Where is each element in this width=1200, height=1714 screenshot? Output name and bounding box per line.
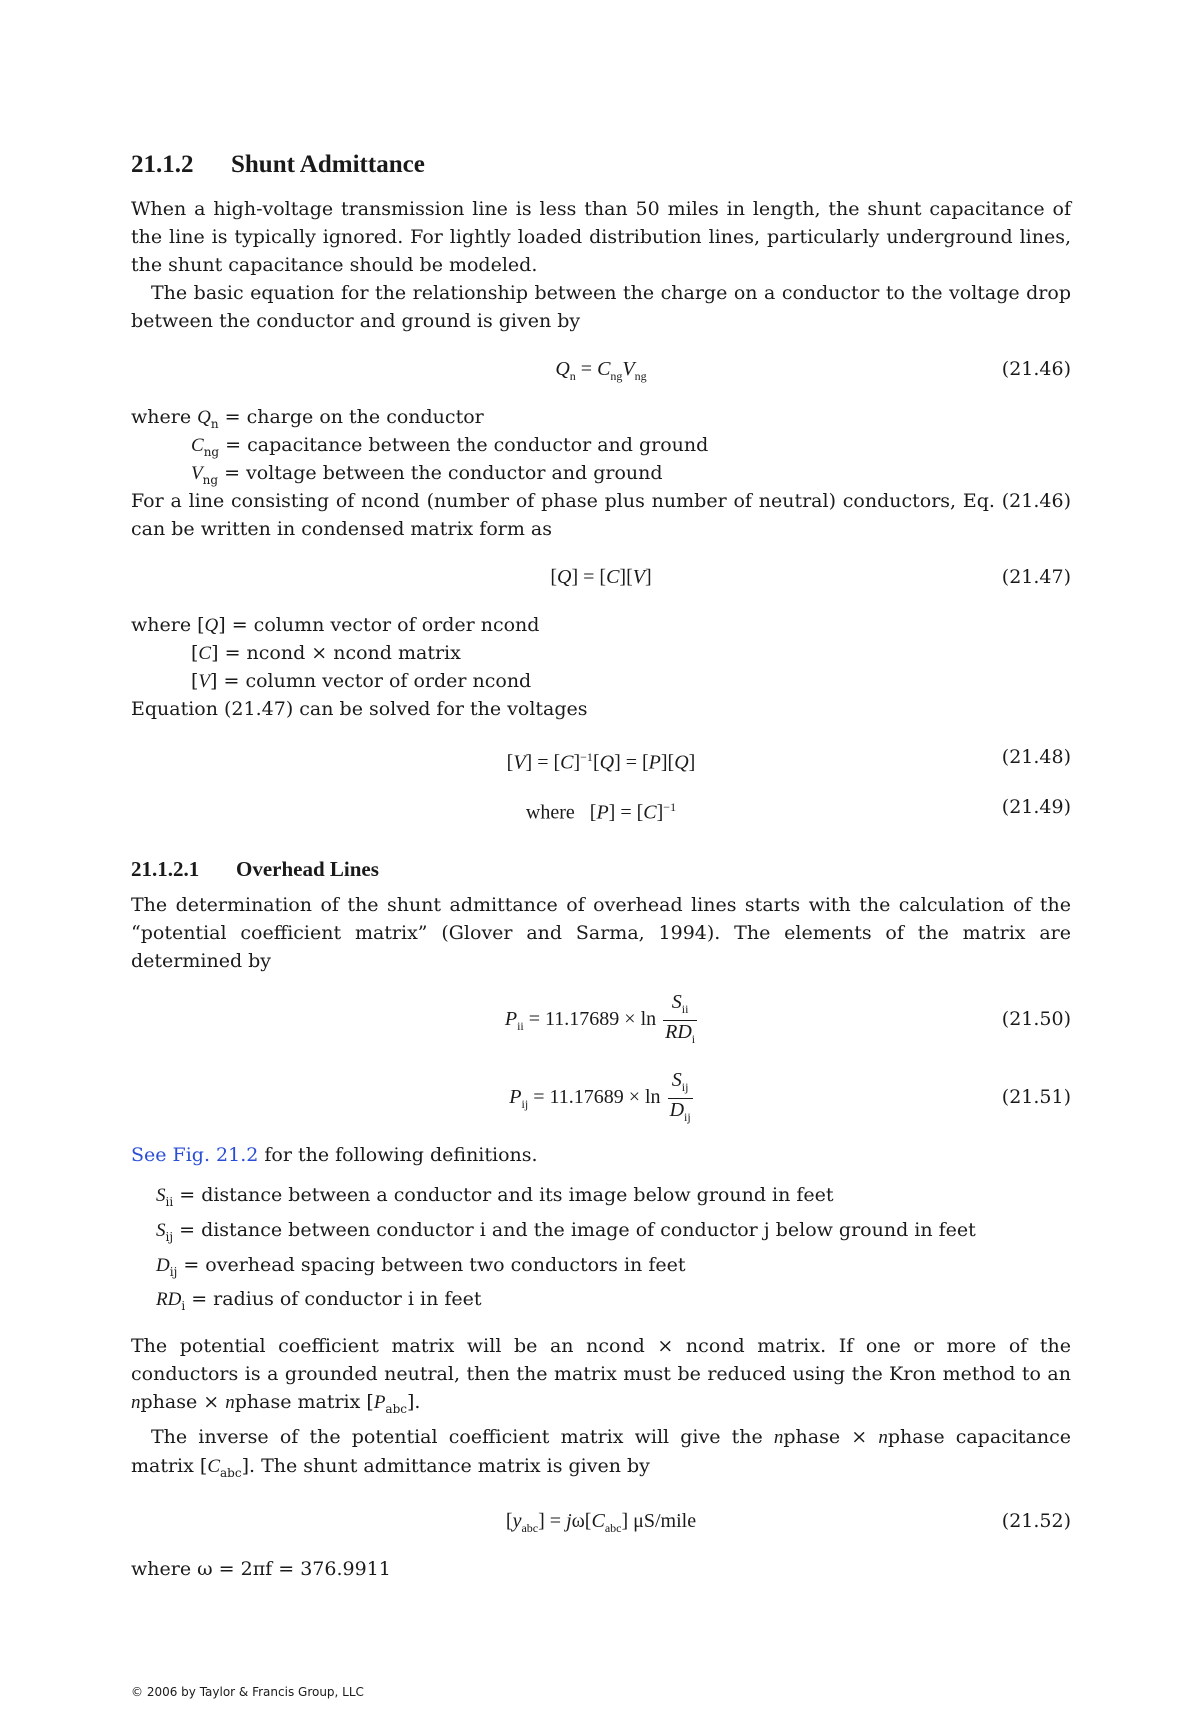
equation-number: (21.47)	[1001, 566, 1071, 588]
section-heading	[131, 150, 1071, 180]
copyright-footer: © 2006 by Taylor & Francis Group, LLC	[131, 1685, 364, 1699]
equation-number: (21.52)	[1001, 1509, 1071, 1532]
subsection-number: 21.1.2.1	[131, 857, 200, 881]
equation-21-50: $P_{ii} = 11.17689 \times \ln$ $\frac{S_{ii}}{RD_i}$ (21.50)	[131, 985, 1071, 1053]
section-title: Shunt Admittance	[231, 151, 425, 178]
subsection-title: Overhead Lines	[236, 857, 379, 881]
section-number: 21.1.2	[131, 151, 194, 178]
paragraph-ncond: For a line consisting of ncond (number of phase plus number of neutral) conductors, Eq. (21.46) can be written in condensed matrix form as	[131, 490, 1071, 540]
definition-sii: $S_{ii}$ = distance between a conductor and its image below ground in feet	[156, 1184, 834, 1209]
equation-21-49: where $[P] = [C]^{-1}$ (21.49)	[131, 783, 1071, 831]
figure-link[interactable]: See Fig. 21.2	[131, 1144, 259, 1166]
paragraph-overhead: The determination of the shunt admittance of overhead lines starts with the calculation of the “potential coefficient matrix” (Glover and Sarma, 1994). The elements of the matrix are determined by	[131, 894, 1071, 972]
equation-21-51: $P_{ij} = 11.17689 \times \ln$ $\frac{S_{ij}}{D_{ij}}$ (21.51)	[131, 1063, 1071, 1131]
definition-sij: $S_{ij}$ = distance between conductor i and the image of conductor j below ground in feet	[156, 1218, 976, 1244]
paragraph-intro: When a high-voltage transmission line is less than 50 miles in length, the shunt capacitance of the line is typically ignored. For lightly loaded distribution lines, particularly underground lines, the shunt capacitance should be modeled.	[131, 198, 1071, 276]
equation-21-47: [Q] = [C][V] (21.47)	[131, 553, 1071, 601]
paragraph-inverse: The inverse of the potential coefficient matrix will give the nphase × nphase capacitance matrix $[C_{abc}]$. The shunt admittance matrix is given by	[131, 1425, 1071, 1480]
page-content	[131, 150, 1071, 1583]
paragraph-solve: Equation (21.47) can be solved for the voltages	[131, 698, 588, 720]
see-figure-line: See Fig. 21.2 for the following definitions.	[131, 1144, 538, 1166]
equation-number: (21.49)	[1001, 796, 1071, 818]
equation-21-48: $[V] = [C]^{-1}[Q] = [P][Q]$ (21.48)	[131, 733, 1071, 781]
equation-21-52: $[y_{abc}] = j\omega[C_{abc}]$ μS/mile (21.52)	[131, 1497, 1071, 1545]
paragraph-basic-equation: The basic equation for the relationship between the charge on a conductor to the voltage drop between the conductor and ground is given by	[131, 282, 1071, 332]
where-list-charge: where $Q_n$ = charge on the conductor $C_{ng}$ = capacitance between the conductor and ground $V_{ng}$ = voltage between the conductor and ground	[131, 406, 709, 487]
subsection-heading	[131, 855, 1071, 883]
definition-dij: $D_{ij}$ = overhead spacing between two conductors in feet	[156, 1253, 686, 1279]
equation-21-46: $Q_n = C_{ng}V_{ng}$ (21.46)	[131, 345, 1071, 393]
paragraph-kron: The potential coefficient matrix will be an ncond × ncond matrix. If one or more of the conductors is a grounded neutral, then the matrix must be reduced using the Kron method to an nphase × nphase matrix $[P_{abc}]$.	[131, 1335, 1071, 1416]
equation-number: (21.50)	[1001, 1008, 1071, 1030]
equation-number: (21.48)	[1001, 746, 1071, 768]
equation-number: (21.51)	[1001, 1086, 1071, 1108]
where-list-matrix: where [Q] = column vector of order ncond [C] = ncond × ncond matrix [V] = column vector of order ncond	[131, 614, 540, 692]
definition-rdi: $RD_i$ = radius of conductor i in feet	[156, 1288, 482, 1314]
equation-number: (21.46)	[1001, 358, 1071, 380]
omega-definition: where ω = 2πf = 376.9911	[131, 1557, 391, 1580]
definitions-list	[131, 1181, 1071, 1320]
